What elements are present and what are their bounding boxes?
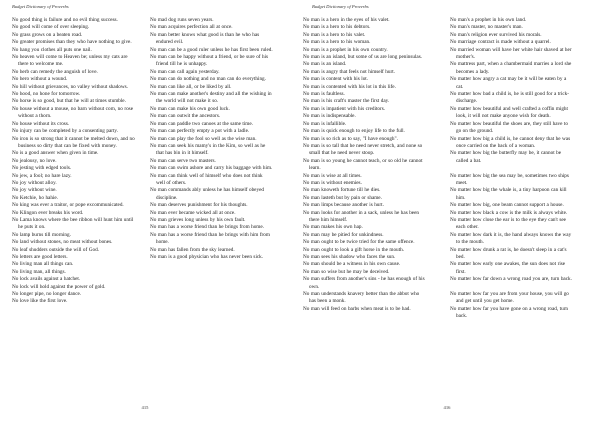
- proverb-entry: No Klingon ever breaks his word.: [12, 209, 84, 216]
- proverb-entry: No herb can remedy the anguish of love.: [12, 68, 98, 75]
- proverb-entry: No man has fallen from the sky learned.: [150, 246, 235, 253]
- proverb-entry: No man is faultless.: [303, 91, 345, 98]
- running-head: Budget Dictionary of Proverbs: [312, 4, 369, 9]
- proverb-entry: No man is indispensable.: [303, 113, 356, 120]
- proverb-entry: No Ketchie, ho hahie.: [12, 194, 58, 201]
- proverb-entry: No matter how bad a child is, he is still good for a trick-discharge.: [450, 91, 570, 105]
- proverb-entry: No matter how big the butterfly may be, it cannot be called a bat.: [450, 150, 562, 164]
- proverb-entry: No house without its cross.: [12, 120, 70, 127]
- proverb-column-right-a: [303, 17, 426, 313]
- proverb-entry: No matter how big a child is, he cannot deny that he was once carried on the back of a woman.: [450, 135, 571, 149]
- proverb-entry: No man so wise but he may be deceived.: [303, 268, 390, 275]
- proverb-entry: No man suffers from another's sins - he has enough of his own.: [303, 276, 425, 290]
- proverb-entry: No good will come of over sleeping.: [12, 24, 90, 31]
- proverb-entry: No man is a prophet in his own country.: [303, 46, 388, 53]
- proverb-entry: No man ever became wicked all at once.: [150, 209, 236, 216]
- proverb-entry: No man will feed on barbs when meat is to be had.: [303, 305, 411, 312]
- proverb-entry: No good thing is failure and no evil thing success.: [12, 17, 118, 23]
- proverb-entry: No man grieves long unless by his own fault.: [150, 216, 246, 223]
- proverb-entry: No man can perfectly empty a pot with a ladle.: [150, 128, 250, 135]
- proverb-entry: No man is without enemies.: [303, 179, 362, 186]
- proverb-entry: No lamp burns till morning.: [12, 231, 71, 238]
- proverb-entry: No man is an island.: [303, 61, 347, 68]
- proverb-entry: No matter how big the whale is, a tiny harpoon can kill him.: [450, 187, 567, 201]
- running-head: Budget Dictionary of Proverbs: [12, 4, 69, 9]
- proverb-entry: No joy without alloy.: [12, 179, 57, 186]
- proverb-entry: No man ought to be twice tried for the same offence.: [303, 239, 415, 246]
- proverb-entry: No land without stones, no meat without bones.: [12, 239, 113, 246]
- proverb-entry: No matter how far you have gone on a wrong road, turn back.: [450, 305, 569, 320]
- proverb-column-right-b: [450, 17, 573, 321]
- proverb-entry: No greater promises than they who have nothing to give.: [12, 39, 132, 46]
- proverb-entry: No grass grows on a beaten road.: [12, 31, 83, 38]
- proverb-entry: No man's religion ever survived his morals.: [450, 31, 542, 38]
- proverb-entry: No matter how drunk a rat is, he doesn't sleep in a cat's bed.: [450, 246, 567, 260]
- proverb-entry: No king was ever a traitor, or pope excommunicated.: [12, 202, 124, 209]
- proverb-entry: No man is quick enough to enjoy life to the full.: [303, 128, 405, 135]
- proverb-entry: No man can outwit the ancestors.: [150, 113, 221, 120]
- proverb-entry: No man is content with his lot.: [303, 76, 369, 83]
- proverb-entry: No man can swim ashore and carry his baggage with him.: [150, 165, 273, 172]
- proverb-entry: No mattress part, when a chambermaid marries a lord she becomes a lady.: [450, 61, 572, 75]
- proverb-entry: No married woman will have her white hair shaved at her mother's.: [450, 46, 572, 61]
- proverb-entry: No matter how black a cow is the milk is always white.: [450, 209, 568, 216]
- proverb-entry: No man is a good physician who has never been sick.: [150, 254, 264, 260]
- right-page: [300, 0, 600, 424]
- proverb-entry: No man is his craft's master the first day.: [303, 98, 390, 105]
- proverb-entry: No joy without wine.: [12, 187, 57, 194]
- proverb-entry: No iron is so strong that it cannot be melted down, and no business so dirty that can be fixed with money.: [12, 135, 135, 149]
- proverb-entry: No heaven will come to Heaven be; unless my cats are there to welcome me.: [12, 54, 128, 68]
- proverb-entry: No man makes his own hap.: [303, 224, 363, 231]
- proverb-entry: No man can paddle two canoes at the same time.: [150, 120, 253, 127]
- proverb-entry: No man is impatient with his creditors.: [303, 105, 386, 112]
- proverb-entry: No love like the first love.: [12, 298, 68, 305]
- proverb-entry: No leaf shudders outside the will of God.: [12, 246, 99, 253]
- proverb-entry: No man is angry that feels not himself hurt.: [303, 68, 395, 75]
- proverb-entry: No man can think well of himself who does not think well of others.: [150, 172, 263, 186]
- proverb-entry: No man can be a good ruler unless he has first been ruled.: [150, 46, 273, 53]
- proverb-entry: No man's master, no master's man.: [450, 24, 523, 31]
- proverb-entry: No jealousy, no love.: [12, 157, 57, 164]
- proverb-entry: No jew, a fool; no hare lazy.: [12, 172, 72, 179]
- proverb-entry: No man is so tall that he need never stretch, and none so small that he need never stoop.: [303, 142, 423, 157]
- proverb-entry: No man limps because another is hurt.: [303, 202, 384, 209]
- proverb-entry: No lock will hold against the power of gold.: [12, 283, 106, 290]
- proverb-entry: No marriage contract is made without a quarrel.: [450, 39, 551, 46]
- proverb-entry: No man deserves punishment for his thoughts.: [150, 202, 248, 209]
- proverb-entry: No matter how big, one beam cannot support a house.: [450, 202, 564, 209]
- proverb-entry: No Lama knows where the bee ribbon will hunt him until he puts it on.: [12, 216, 134, 231]
- proverb-entry: No living man all things can.: [12, 261, 74, 268]
- proverb-column-left-a: [12, 17, 135, 306]
- proverb-entry: No man is so rich as to say, "I have enough".: [303, 135, 398, 142]
- proverb-entry: No man can call again yesterday.: [150, 68, 220, 75]
- proverb-entry: No man better knows what good is than he who has endured evil.: [150, 31, 260, 46]
- proverb-entry: No letters are good letters.: [12, 254, 68, 260]
- proverb-entry: No man can make another's destiny and all the wishing in the world will not make it so.: [150, 91, 272, 105]
- proverb-entry: No man acquires perfection all at once.: [150, 24, 233, 31]
- proverb-entry: No man has a worse friend than he brings with him from home.: [150, 231, 270, 246]
- proverb-entry: No man is so young he cannot teach, or so old he cannot learn.: [303, 157, 423, 172]
- proverb-entry: No lock avails against a hatchet.: [12, 276, 81, 283]
- proverb-entry: No man is a hero to his valet.: [303, 31, 366, 38]
- proverb-entry: No matter how angry a cat may be it will be eaten by a cat.: [450, 76, 567, 90]
- proverb-entry: No man can be happy without a friend, or be sure of his friend till he is unhappy.: [150, 54, 269, 68]
- proverb-entry: No man is contented with his lot in this life.: [303, 83, 396, 90]
- proverb-column-left-b: [150, 17, 273, 261]
- proverb-entry: No matter how far you are from your house, you will go and get until you get home.: [450, 291, 569, 305]
- proverb-entry: No man can do nothing and no man can do everything.: [150, 76, 266, 83]
- proverb-entry: No man is an island, but some of us are long peninsulas.: [303, 54, 423, 61]
- proverb-entry: No man can seek his mamy's in the Kim, so well as he that has bin in it himself.: [150, 142, 266, 157]
- proverb-entry: No man can serve two masters.: [150, 157, 216, 164]
- page-number: 415: [141, 405, 149, 410]
- proverb-entry: No mad dog runs seven years.: [150, 17, 214, 23]
- proverb-entry: No matter how big the sea may be, sometimes two ships meet.: [450, 172, 569, 186]
- proverb-entry: No man commands ably unless he has himself obeyed discipline.: [150, 187, 264, 201]
- proverb-entry: No man is a hero in the eyes of his valet.: [303, 17, 390, 23]
- proverb-entry: No matter how beautiful the shoes are, they still have to go on the ground.: [450, 120, 568, 135]
- proverb-entry: No hill without grievances, no valley without shadows.: [12, 83, 128, 90]
- proverb-entry: No man looks for another in a sack, unless he has been there him himself.: [303, 209, 420, 223]
- proverb-entry: No longer pipe, no longer dance.: [12, 291, 82, 298]
- proverb-entry: No man lasteth but by pain or shame.: [303, 194, 382, 201]
- proverb-entry: No matter how close the ear is to the eye they can't see each other.: [450, 216, 566, 231]
- proverb-entry: No matter how dark it is, the hand always knows the way to the mouth.: [450, 231, 572, 246]
- proverb-entry: No man's a prophet in his own land.: [450, 17, 527, 23]
- proverb-entry: No living man, all things.: [12, 268, 66, 275]
- proverb-entry: No man should be a witness in his own cause.: [303, 261, 401, 268]
- proverb-entry: No is a good answer when given in time.: [12, 150, 99, 157]
- proverb-entry: No man is wise at all times.: [303, 172, 362, 179]
- proverb-entry: No man ought to look a gift horse in the mouth.: [303, 246, 404, 253]
- proverb-entry: No man can like all, or be liked by all.: [150, 83, 232, 90]
- page-number: 416: [443, 405, 451, 410]
- proverb-entry: No man has a worse friend than he brings from home.: [150, 224, 264, 231]
- proverb-entry: No hood, no hone for tomorrow.: [12, 91, 81, 98]
- proverb-entry: No man can make his own good luck.: [150, 105, 230, 112]
- proverb-entry: No jesting with edged tools.: [12, 165, 72, 172]
- proverb-entry: No man sees his shadow who faces the sun.: [303, 254, 396, 260]
- proverb-entry: No hero without a wound.: [12, 76, 68, 83]
- proverb-entry: No man understands knavery better than the abbot who has been a monk.: [303, 291, 420, 305]
- proverb-entry: No man is a hero to his debtors.: [303, 24, 371, 31]
- proverb-entry: No horse is so good, but that he will at times stumble.: [12, 98, 126, 105]
- proverb-entry: No man is a hero to his woman.: [303, 39, 371, 46]
- proverb-entry: No man may be pitied for unkindness.: [303, 231, 384, 238]
- proverb-entry: No man can play the fool so well as the wise man.: [150, 135, 257, 142]
- proverb-entry: No injury can be completed by a consenting party.: [12, 128, 118, 135]
- proverb-entry: No matter how far down a wrong road you are, turn back.: [450, 276, 572, 283]
- proverb-entry: No house without a mouse, no barn without corn, no rose without a thorn.: [12, 105, 134, 120]
- proverb-entry: No man knoweth fortune till he dies.: [303, 187, 381, 194]
- proverb-entry: No man is infallible.: [303, 120, 347, 127]
- proverb-entry: No matter how early one awakes, the sun does not rise first.: [450, 261, 566, 275]
- proverb-entry: No hang you clothes all puts one nail.: [12, 46, 92, 53]
- proverb-entry: No matter how beautiful and well crafted a coffin might look, it will not make anyone wish for death.: [450, 105, 568, 120]
